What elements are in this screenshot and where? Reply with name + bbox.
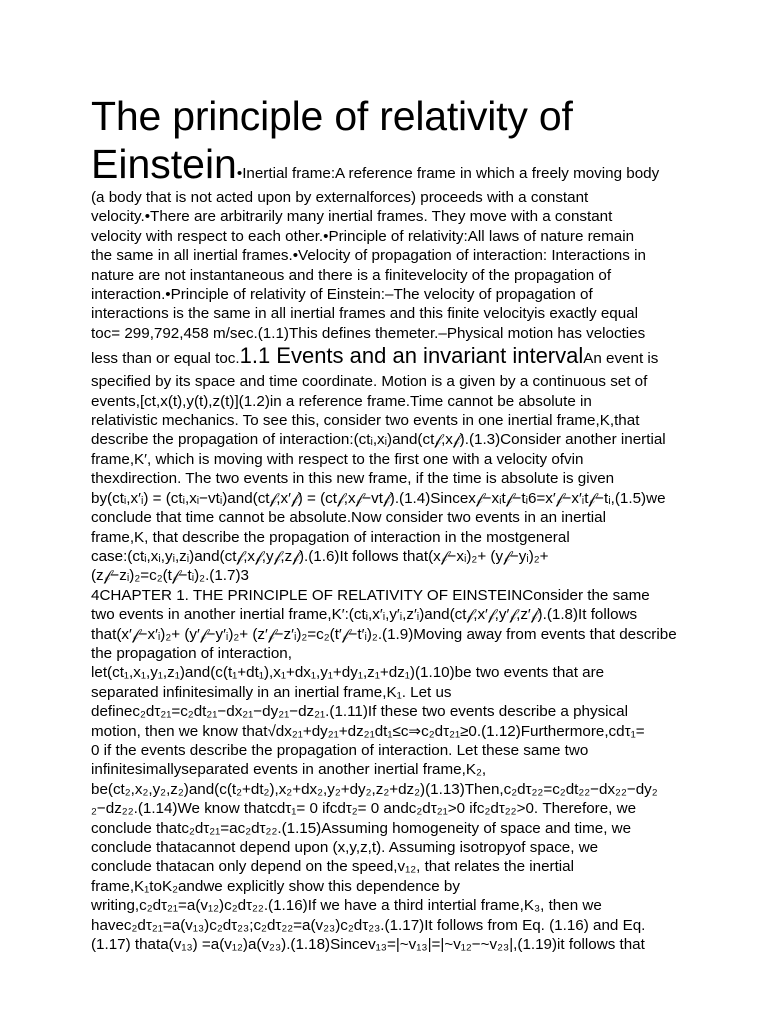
- title-and-first-text-line: [91, 140, 691, 188]
- text-line: (z𝒻−zᵢ)₂=c₂(t𝒻−tᵢ)₂.(1.7)3: [91, 567, 249, 585]
- text-line: thexdirection. The two events in this new frame, if the time is absolute is given: [91, 470, 615, 488]
- document-page: [91, 92, 691, 954]
- text-line: writing,c₂dτ₂₁=a(v₁₂)c₂dτ₂₂.(1.16)If we have a third intertial frame,K₃, then we: [91, 897, 602, 915]
- text-line: case:(ctᵢ,xᵢ,yᵢ,zᵢ)and(ct𝒻,x𝒻,y𝒻,z𝒻).(1.6)It follows that(x𝒻−xᵢ)₂+ (y𝒻−yᵢ)₂+: [91, 547, 549, 565]
- text-line: the same in all inertial frames.•Velocity of propagation of interaction: Interactions in: [91, 247, 646, 265]
- section-heading: 1.1 Events and an invariant interval: [239, 343, 584, 369]
- text-line: motion, then we know that√dx₂₁+dy₂₁+dz₂₁dt₁≤c⇒c₂dτ₂₁≥0.(1.12)Furthermore,cdτ₁=: [91, 722, 645, 740]
- text-line: events,[ct,x(t),y(t),z(t)](1.2)in a reference frame.Time cannot be absolute in: [91, 392, 592, 410]
- text-line: havec₂dτ₂₁=a(v₁₃)c₂dτ₂₃;c₂dτ₂₂=a(v₂₃)c₂dτ₂₃.(1.17)It follows from Eq. (1.16) and Eq.: [91, 916, 646, 934]
- document-title-line2: Einstein: [91, 141, 237, 187]
- text-line: conclude that time cannot be absolute.Now consider two events in an inertial: [91, 509, 606, 527]
- text-line: let(ct₁,x₁,y₁,z₁)and(c(t₁+dt₁),x₁+dx₁,y₁+dy₁,z₁+dz₁)(1.10)be two events that are: [91, 664, 605, 682]
- paragraph-block-b: [91, 372, 691, 954]
- text-line: be(ct₂,x₂,y₂,z₂)and(c(t₂+dt₂),x₂+dx₂,y₂+dy₂,z₂+dz₂)(1.13)Then,c₂dτ₂₂=c₂dt₂₂−dx₂₂−dy₂: [91, 780, 658, 798]
- text-line: interactions is the same in all inertial frames and this finite velocityis exactly equal: [91, 305, 639, 323]
- text-line: nature are not instantaneous and there is a finitevelocity of the propagation of: [91, 266, 612, 284]
- text-line: toc= 299,792,458 m/sec.(1.1)This defines themeter.–Physical motion has velocties: [91, 324, 646, 342]
- heading-line: [91, 343, 691, 372]
- text-line: interaction.•Principle of relativity of Einstein:–The velocity of propagation of: [91, 286, 593, 304]
- text-line: relativistic mechanics. To see this, consider two events in one inertial frame,K,that: [91, 412, 640, 430]
- text-line: frame,K₁toK₂andwe explicitly show this dependence by: [91, 877, 460, 895]
- text-line: separated infinitesimally in an inertial frame,K₁. Let us: [91, 683, 452, 701]
- first-text-run: •Inertial frame:A reference frame in which a freely moving body: [236, 165, 660, 182]
- text-line: 0 if the events describe the propagation of interaction. Let these same two: [91, 741, 589, 759]
- paragraph-block-a: [91, 188, 691, 343]
- text-line: infinitesimallyseparated events in another inertial frame,K₂,: [91, 761, 487, 779]
- text-line: describe the propagation of interaction:(ctᵢ,xᵢ)and(ct𝒻,x𝒻).(1.3)Consider another inertial: [91, 431, 666, 449]
- text-line: frame,K, that describe the propagation of interaction in the mostgeneral: [91, 528, 570, 546]
- text-line: velocity with respect to each other.•Principle of relativity:All laws of nature remain: [91, 227, 635, 245]
- heading-post-text: An event is: [583, 350, 659, 368]
- text-line: specified by its space and time coordinate. Motion is a given by a continuous set of: [91, 373, 648, 391]
- text-line: conclude thatacan only depend on the speed,v₁₂, that relates the inertial: [91, 858, 575, 876]
- text-line: (a body that is not acted upon by externalforces) proceeds with a constant: [91, 189, 589, 206]
- heading-pre-text: less than or equal toc.: [91, 350, 240, 368]
- text-line: (1.17) thata(v₁₃) =a(v₁₂)a(v₂₃).(1.18)Sincev₁₃=|~v₁₃|=|~v₁₂−~v₂₃|,(1.19)it follows that: [91, 936, 645, 954]
- text-line: the propagation of interaction,: [91, 644, 292, 662]
- text-line: by(ctᵢ,x′ᵢ) = (ctᵢ,xᵢ−vtᵢ)and(ct𝒻,x′𝒻) = (ct𝒻,x𝒻−vt𝒻).(1.4)Sincex𝒻−xᵢt𝒻−tᵢ6=x′𝒻−x′ᵢt𝒻−tᵢ,(1.5)we: [91, 489, 666, 507]
- text-line: definec₂dτ₂₁=c₂dt₂₁−dx₂₁−dy₂₁−dz₂₁.(1.11)If these two events describe a physical: [91, 703, 628, 721]
- text-line: two events in another inertial frame,K′:(ctᵢ,x′ᵢ,y′ᵢ,z′ᵢ)and(ct𝒻,x′𝒻,y′𝒻,z′𝒻).(1.8)It follows: [91, 606, 638, 624]
- text-line: that(x′𝒻−x′ᵢ)₂+ (y′𝒻−y′ᵢ)₂+ (z′𝒻−z′ᵢ)₂=c₂(t′𝒻−t′ᵢ)₂.(1.9)Moving away from events that describe: [91, 625, 677, 643]
- text-line: conclude thatc₂dτ₂₁=ac₂dτ₂₂.(1.15)Assuming homogeneity of space and time, we: [91, 819, 632, 837]
- text-line: velocity.•There are arbitrarily many inertial frames. They move with a constant: [91, 208, 613, 226]
- text-line: frame,K′, which is moving with respect to the first one with a velocity ofvin: [91, 450, 584, 468]
- text-line: 4CHAPTER 1. THE PRINCIPLE OF RELATIVITY OF EINSTEINConsider the same: [91, 586, 650, 604]
- text-line: conclude thatacannot depend upon (x,y,z,t). Assuming isotropyof space, we: [91, 839, 599, 856]
- document-title-line1: The principle of relativity of: [91, 93, 573, 139]
- text-line: ₂−dz₂₂.(1.14)We know thatcdτ₁= 0 ifcdτ₂= 0 andc₂dτ₂₁>0 ifc₂dτ₂₂>0. Therefore, we: [91, 800, 637, 818]
